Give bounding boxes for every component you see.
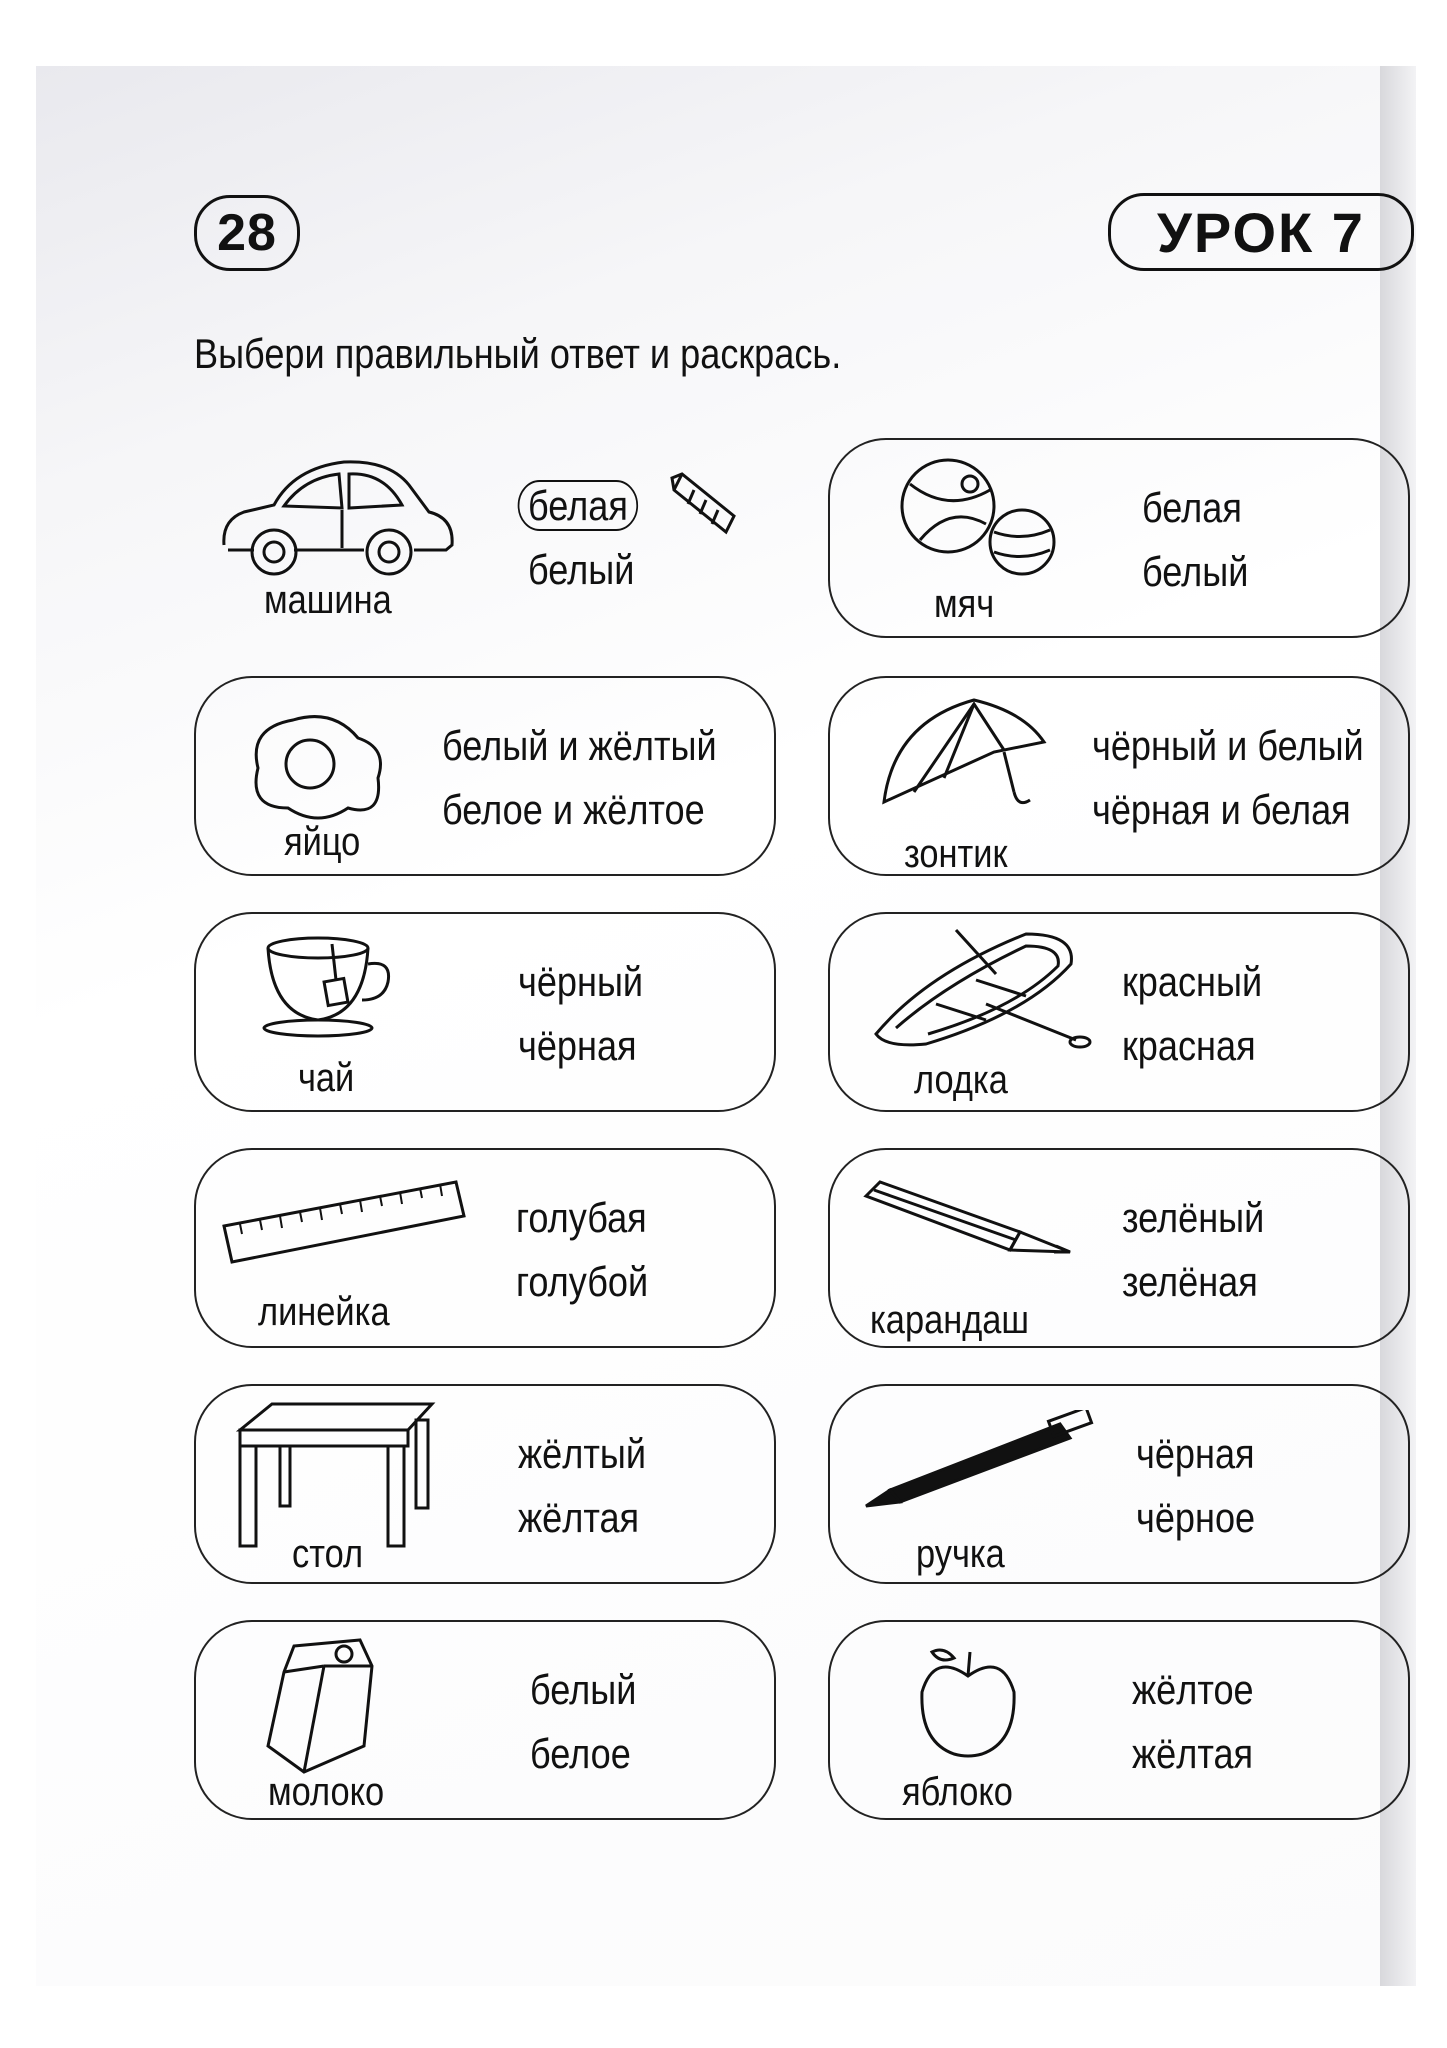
exercise-card-pencil — [828, 1148, 1410, 1348]
circled-answer[interactable]: белая — [518, 480, 639, 531]
apple-icon — [914, 1642, 1024, 1762]
exercise-card-table — [194, 1384, 776, 1584]
ruler-icon — [220, 1176, 470, 1276]
answer-option[interactable]: чёрная и белая — [1092, 786, 1351, 833]
instruction: Выбери правильный ответ и раскрась. — [194, 330, 842, 377]
noun-label: молоко — [268, 1770, 385, 1814]
noun-label: карандаш — [870, 1298, 1030, 1342]
answer-option[interactable]: красная — [1122, 1022, 1256, 1069]
answer-option[interactable]: белый — [530, 1666, 637, 1713]
answer-option[interactable]: зелёная — [1122, 1258, 1258, 1305]
noun-label: чай — [298, 1056, 355, 1100]
pencil-icon — [664, 470, 744, 540]
answer-option[interactable]: жёлтое — [1132, 1666, 1254, 1713]
answer-option[interactable]: жёлтая — [1132, 1730, 1254, 1777]
answer-option[interactable]: белый и жёлтый — [442, 722, 717, 769]
answer-option[interactable]: красный — [1122, 958, 1263, 1005]
answer-option[interactable]: белое — [530, 1730, 631, 1777]
answer-option[interactable]: чёрный — [518, 958, 644, 1005]
tea-cup-icon — [262, 934, 412, 1044]
exercise-card-apple — [828, 1620, 1410, 1820]
table-icon — [236, 1400, 436, 1550]
answer-option[interactable]: чёрный и белый — [1092, 722, 1364, 769]
answer-option[interactable]: чёрное — [1136, 1494, 1256, 1541]
noun-label: лодка — [914, 1058, 1008, 1102]
pencil-icon — [860, 1176, 1080, 1266]
answer-option[interactable]: белый — [528, 546, 635, 593]
answer-option[interactable]: голубая — [516, 1194, 647, 1241]
milk-carton-icon — [264, 1636, 384, 1776]
car-icon — [214, 450, 464, 590]
answer-option[interactable]: чёрная — [1136, 1430, 1255, 1477]
noun-label: яблоко — [902, 1770, 1013, 1814]
answer-option[interactable]: чёрная — [518, 1022, 637, 1069]
answer-option[interactable]: белое и жёлтое — [442, 786, 705, 833]
answer-option[interactable]: зелёный — [1122, 1194, 1265, 1241]
pen-icon — [860, 1410, 1100, 1520]
exercise-card-car — [194, 430, 776, 630]
noun-label: линейка — [258, 1290, 390, 1334]
exercise-card-ball — [828, 438, 1410, 638]
exercise-card-egg — [194, 676, 776, 876]
answer-option[interactable]: белая — [1142, 484, 1242, 531]
noun-label: яйцо — [284, 820, 361, 864]
answer-option[interactable]: жёлтая — [518, 1494, 640, 1541]
exercise-card-boat — [828, 912, 1410, 1112]
exercise-card-milk — [194, 1620, 776, 1820]
fried-egg-icon — [238, 708, 388, 828]
exercise-card-pen — [828, 1384, 1410, 1584]
noun-label: стол — [292, 1532, 364, 1576]
answer-option[interactable]: белый — [1142, 548, 1249, 595]
exercise-card-tea — [194, 912, 776, 1112]
noun-label: ручка — [916, 1532, 1005, 1576]
answer-option[interactable] — [528, 474, 638, 538]
exercise-card-ruler — [194, 1148, 776, 1348]
noun-label: мяч — [934, 582, 995, 626]
answer-option[interactable]: жёлтый — [518, 1430, 647, 1477]
noun-label: зонтик — [904, 832, 1008, 876]
page-number: 28 — [194, 195, 300, 271]
noun-label: машина — [264, 578, 392, 622]
answer-option[interactable]: голубой — [516, 1258, 649, 1305]
exercise-card-umbrella — [828, 676, 1410, 876]
ball-icon — [890, 454, 1070, 584]
boat-icon — [866, 924, 1096, 1054]
umbrella-icon — [874, 692, 1054, 822]
lesson-title: УРОК 7 — [1108, 193, 1414, 271]
